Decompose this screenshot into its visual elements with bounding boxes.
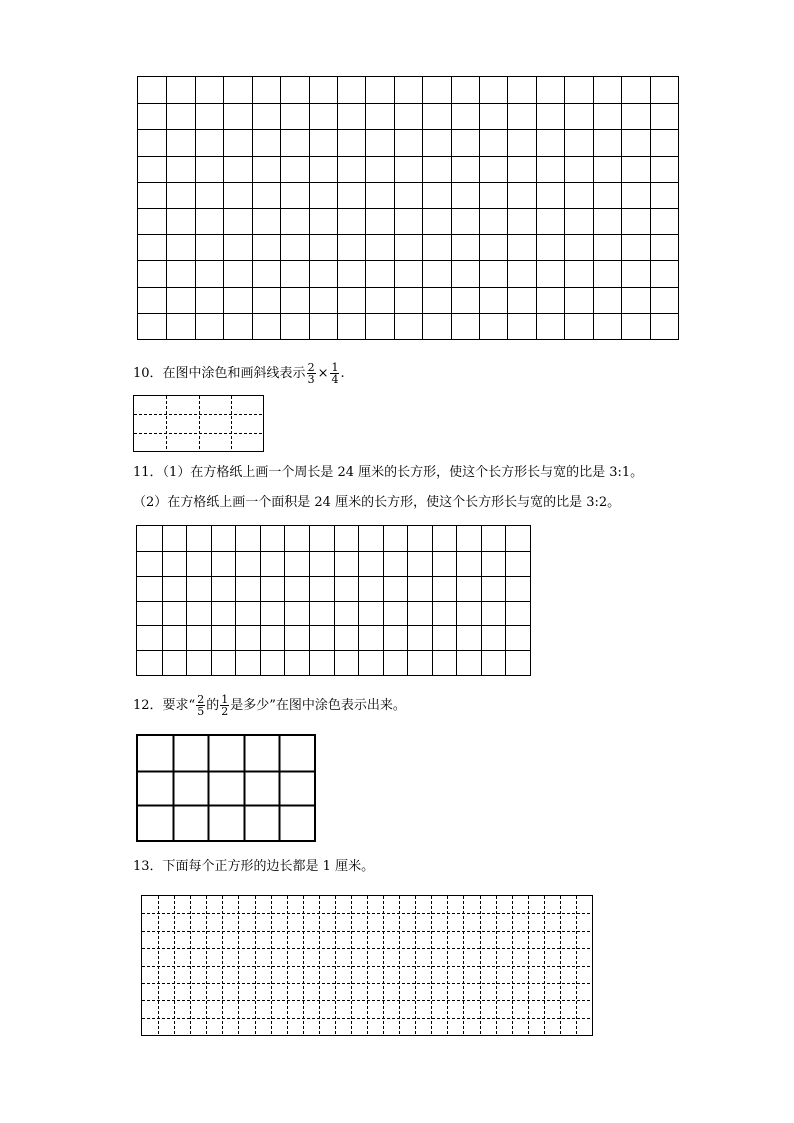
question-10-period: . — [340, 366, 345, 381]
question-12-number: 12． — [133, 698, 163, 713]
question-11-grid[interactable] — [136, 525, 531, 676]
question-11-part-1: 11．（1）在方格纸上画一个周长是 24 厘米的长方形，使这个长方形长与宽的比是 3:1。 — [133, 465, 644, 480]
question-11-part-2: （2）在方格纸上画一个面积是 24 厘米的长方形，使这个长方形长与宽的比是 3:2。 — [133, 495, 621, 510]
question-10-number: 10． — [133, 366, 163, 381]
grid-lines — [137, 526, 530, 675]
question-12-grid[interactable] — [136, 734, 316, 842]
question-12-text — [133, 694, 406, 717]
question-10-text — [133, 362, 345, 385]
grid-lines — [134, 396, 263, 451]
grid-lines — [138, 77, 678, 339]
question-10-grid[interactable] — [133, 395, 264, 452]
question-12-prompt-mid: 的 — [206, 698, 220, 713]
question-12-prompt-end: 是多少”在图中涂色表示出来。 — [230, 698, 406, 713]
question-10-prompt: 在图中涂色和画斜线表示 — [162, 366, 306, 381]
grid-lines — [142, 896, 592, 1035]
multiply-sign: × — [317, 366, 329, 381]
fraction-two-fifths: $\frac{2}{5}$ — [197, 693, 205, 718]
fraction-two-thirds: $\frac{2}{3}$ — [307, 361, 315, 386]
question-13-grid[interactable] — [141, 895, 593, 1036]
question-12-prompt-start: 要求“ — [162, 698, 196, 713]
question-13-text: 13．下面每个正方形的边长都是 1 厘米。 — [133, 859, 375, 874]
grid-lines — [138, 736, 314, 840]
fraction-one-half: $\frac{1}{2}$ — [221, 693, 229, 718]
top-square-grid — [137, 76, 679, 340]
fraction-one-quarter: $\frac{1}{4}$ — [331, 361, 339, 386]
